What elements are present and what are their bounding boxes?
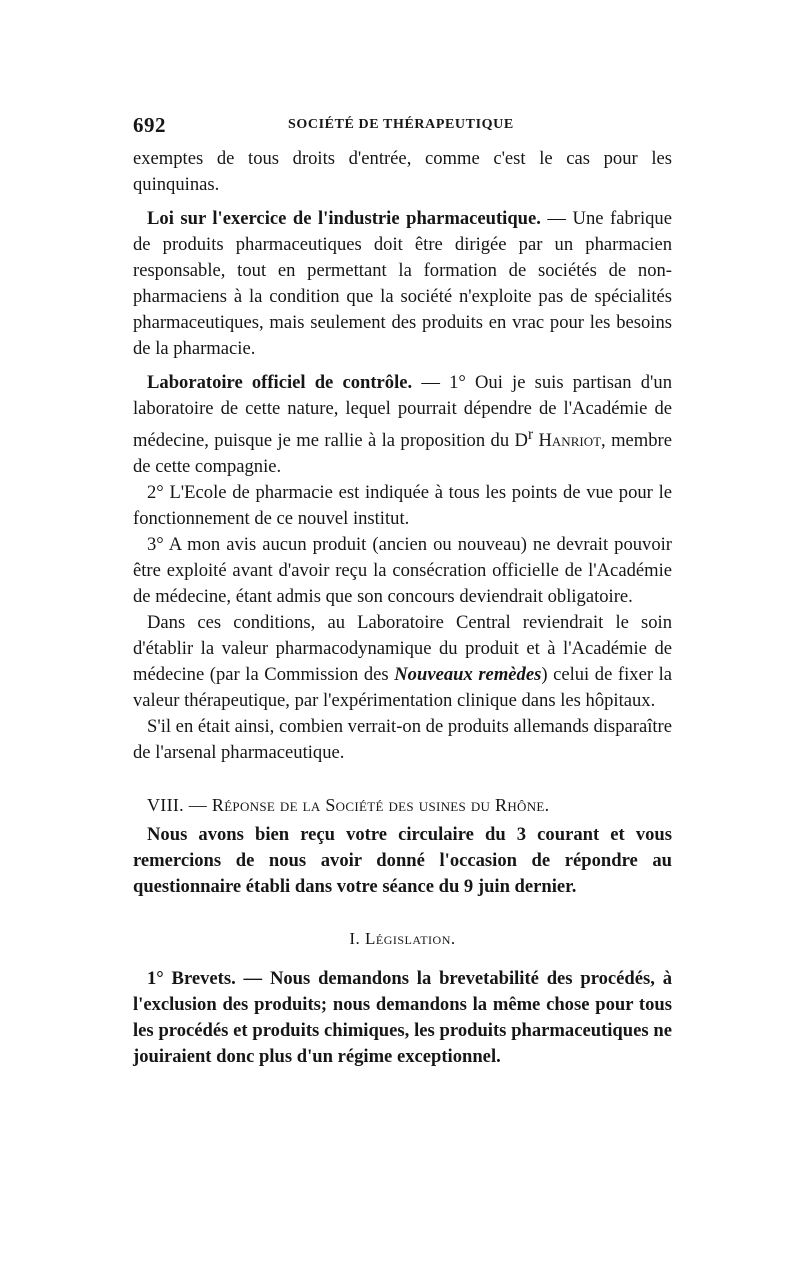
person-name: Hanriot (533, 430, 602, 452)
runin-heading-laboratoire: Laboratoire officiel de contrôle. (147, 372, 413, 393)
paragraph-avis: 3° A mon avis aucun produit (ancien ou nouveau) ne devrait pouvoir être exploité avant d'avoir reçu la consécration officielle de l'Académie de médecine, étant admis que son concours deviendrait obligatoire. (133, 534, 672, 608)
paragraph-conditions (133, 610, 672, 714)
running-title: SOCIÉTÉ DE THÉRAPEUTIQUE (288, 117, 514, 132)
paragraph-brevets (133, 966, 672, 1070)
superscript: r (527, 426, 534, 443)
paragraph-text: ) celui de fixer la valeur thérapeutique, par l'expérimentation clinique dans les hôpitaux. (133, 664, 672, 712)
italic-title: Nouveaux remèdes (394, 664, 542, 686)
body-text (133, 146, 672, 1070)
page-header (133, 113, 673, 137)
paragraph-text: — Une fabrique de produits pharmaceutiques doit être dirigée par un pharmacien responsable, tout en permettant la formation de sociétés de non-pharmaciens à la condition que la société n'exploite pas de spécialités pharmaceutiques, mais seulement des produits en vrac pour les besoins de la pharmacie. (133, 208, 672, 359)
paragraph-allemands: S'il en était ainsi, combien verrait-on de produits allemands disparaître de l'arsenal pharmaceutique. (133, 716, 672, 764)
page-number: 692 (133, 113, 166, 137)
paragraph-loi-exercice (133, 206, 672, 362)
paragraph-ecole: 2° L'Ecole de pharmacie est indiquée à tous les points de vue pour le fonctionnement de ce nouvel institut. (133, 482, 672, 530)
section-dash: — (183, 795, 212, 816)
paragraph-text: Dans ces conditions, au Laboratoire Central reviendrait le soin d'établir la valeur pharmacodynamique du produit et à l'Académie de médecine (par la Commission des (133, 612, 672, 686)
paragraph-text: — Nous demandons la brevetabilité des procédés, à l'exclusion des produits; nous demandons la même chose pour tous les procédés et produits chimiques, les produits pharmaceutiques ne jouiraient donc plus d'un régime exceptionnel. (133, 968, 672, 1068)
subheading-legislation: I. Législation. (349, 929, 456, 949)
runin-heading-brevets: 1° Brevets. (147, 968, 236, 990)
runin-heading-loi: Loi sur l'exercice de l'industrie pharmaceutique. (147, 208, 541, 229)
section-title: Réponse de la Société des usines du Rhône. (211, 795, 550, 816)
section-number: VIII. (147, 795, 184, 816)
paragraph-laboratoire (133, 370, 672, 480)
section-heading (133, 792, 672, 818)
paragraph-text: , membre de cette compagnie. (133, 430, 672, 478)
paragraph-quinquinas: exemptes de tous droits d'entrée, comme c'est le cas pour les quinquinas. (133, 148, 672, 195)
paragraph-text: — 1° Oui je suis partisan d'un laboratoire de cette nature, lequel pourrait dépendre de l'Académie de médecine, puisque je me rallie à la proposition du D (133, 372, 672, 452)
paragraph-circulaire: Nous avons bien reçu votre circulaire du 3 courant et vous remercions de nous avoir donné l'occasion de répondre au questionnaire établi dans votre séance du 9 juin dernier. (133, 824, 672, 898)
